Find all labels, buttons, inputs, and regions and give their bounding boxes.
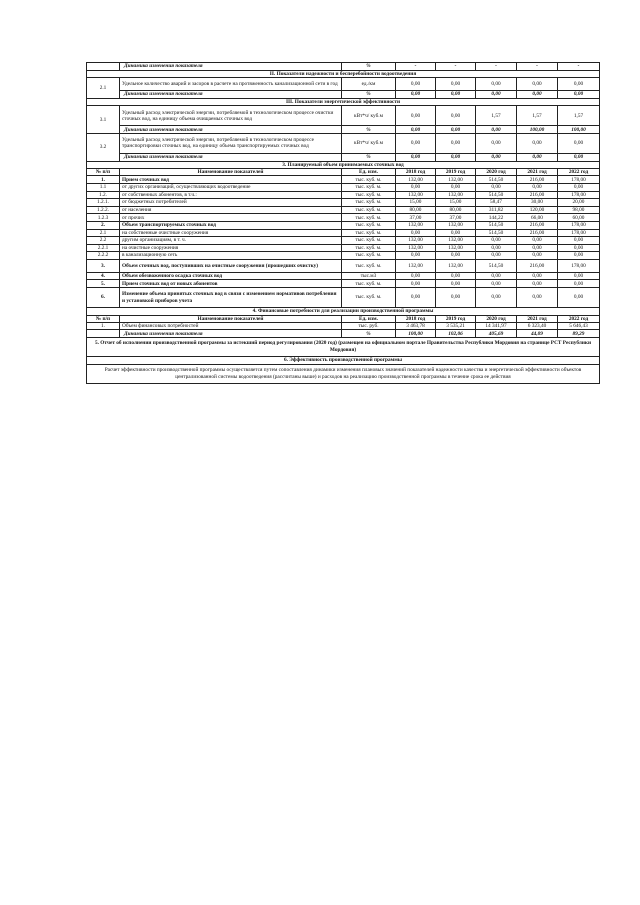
value-cell: 0,00 [558,280,600,288]
indicator-row [87,78,600,91]
value-cell: 0,00 [517,288,558,308]
section-title: III. Показатели энергетической эффективности [87,98,600,106]
row-number: 3.1 [87,106,120,134]
volume-row [87,191,600,199]
value-cell: 0,00 [396,183,436,191]
dynamics-label: Динамика изменения показателя [120,63,342,71]
value-cell: 0,00 [396,78,436,91]
value-cell: 514,50 [476,176,517,184]
value-cell: 98,00 [558,206,600,214]
value-cell: 0,00 [436,78,476,91]
value-cell: 0,00 [558,244,600,252]
value-cell: 0,00 [476,183,517,191]
value-cell: 0,00 [436,91,476,99]
unit-cell: тыс. куб. м. [342,206,396,214]
value-cell: 100,00 [517,126,558,134]
column-header: 2022 год [558,315,600,322]
column-header: Ед. изм. [342,315,396,322]
row-number: 3.2 [87,133,120,161]
value-cell: 514,50 [476,259,517,272]
value-cell: 37,00 [396,214,436,222]
column-header: № п/п [87,169,120,176]
value-cell: 20,00 [558,199,600,207]
value-cell: 405,69 [476,330,517,338]
indicator-name: Изменение объема принятых сточных вод в связи с изменением нормативов потребления и установкой приборов учета [120,288,342,308]
section-title: II. Показатели надежности и бесперебойности водоотведения [87,70,600,78]
value-cell: - [436,63,476,71]
value-cell: 0,00 [396,133,436,153]
unit-cell: тыс. куб. м. [342,280,396,288]
row-number: 1.2.3 [87,214,120,222]
value-cell: 216,00 [517,221,558,229]
value-cell: 132,00 [436,176,476,184]
dynamics-label: Динамика изменения показателя [120,330,342,338]
column-header: 2020 год [476,169,517,176]
indicator-name: от собственных абонентов, в т.ч.: [120,191,342,199]
indicator-name: Объем транспортируемых сточных вод [120,221,342,229]
value-cell: 0,00 [436,280,476,288]
value-cell: 178,00 [558,229,600,237]
volume-row [87,206,600,214]
value-cell: 0,00 [517,237,558,245]
value-cell: 58,47 [476,199,517,207]
value-cell: 5 646,43 [558,322,600,330]
value-cell: 0,00 [558,78,600,91]
value-cell: 0,00 [396,272,436,280]
dynamics-row [87,91,600,99]
section-6-text: Расчет эффективности производственной программы осуществляется путем сопоставления динамики изменения плановых значений показателей надежности качества и энергетической эффективности объектов централизованной системы водоотведения (рассчитаны выше) и расходов на реализацию производственной программы в течение срока ее действия [87,364,600,383]
value-cell: 132,00 [396,176,436,184]
dynamics-label: Динамика изменения показателя [120,91,342,99]
unit-cell: % [342,330,396,338]
row-number: 1.1 [87,183,120,191]
section-6-text-row [87,364,600,383]
value-cell: 514,50 [476,191,517,199]
volume-row [87,237,600,245]
value-cell: 80,00 [436,206,476,214]
value-cell: 132,00 [436,244,476,252]
unit-cell: тыс. куб. м. [342,259,396,272]
volume-row [87,214,600,222]
value-cell: 0,00 [396,126,436,134]
value-cell: 144,22 [476,214,517,222]
column-header: 2018 год [396,315,436,322]
value-cell: 132,00 [396,191,436,199]
finance-row [87,322,600,330]
value-cell: 0,00 [476,153,517,161]
value-cell: 0,00 [396,252,436,260]
column-header: 2018 год [396,169,436,176]
section-3-volume-title [87,161,600,169]
value-cell: 132,00 [436,259,476,272]
value-cell: 0,00 [476,78,517,91]
value-cell: 0,00 [436,252,476,260]
value-cell: - [476,63,517,71]
unit-cell: кВт*ч/ куб.м [342,106,396,126]
unit-cell: тыс. куб. м. [342,221,396,229]
value-cell: 0,00 [517,280,558,288]
dynamics-row [87,153,600,161]
unit-cell: тыс.м3 [342,272,396,280]
indicator-name: Удельный расход электрической энергии, потребляемой в технологическом процессе транспортировки сточных вод, на единицу объема транспортируемых сточных вод [120,133,342,153]
value-cell: 0,00 [436,229,476,237]
row-number [87,63,120,71]
column-header: Наименование показателей [120,315,342,322]
row-number: 3. [87,259,120,272]
value-cell: 66,00 [517,214,558,222]
table-body [87,63,600,384]
value-cell: 132,00 [396,259,436,272]
value-cell: 178,00 [558,259,600,272]
dynamics-label: Динамика изменения показателя [120,126,342,134]
value-cell: 0,00 [517,133,558,153]
value-cell: 0,00 [517,244,558,252]
value-cell: 216,00 [517,176,558,184]
volume-row [87,176,600,184]
value-cell: 0,00 [476,280,517,288]
value-cell: 132,00 [436,237,476,245]
unit-cell: тыс. руб. [342,322,396,330]
indicator-row [87,106,600,126]
column-header: 2021 год [517,315,558,322]
section-2-title [87,70,600,78]
volume-row [87,280,600,288]
row-number: 1. [87,322,120,330]
value-cell: 216,00 [517,191,558,199]
value-cell: 132,00 [396,244,436,252]
value-cell: 1,57 [476,106,517,126]
value-cell: 0,00 [396,91,436,99]
unit-cell: % [342,126,396,134]
value-cell: 1,57 [517,106,558,126]
value-cell: 14 341,97 [476,322,517,330]
volume-row [87,199,600,207]
value-cell: 132,00 [396,237,436,245]
value-cell: 178,00 [558,191,600,199]
dynamics-row [87,63,600,71]
volume-row [87,221,600,229]
column-header: Ед. изм. [342,169,396,176]
row-number: 1.2.2. [87,206,120,214]
value-cell: 1,57 [558,106,600,126]
row-number: 2.2.2 [87,252,120,260]
indicator-name: Прием сточных вод [120,176,342,184]
value-cell: 0,00 [476,288,517,308]
column-header: 2021 год [517,169,558,176]
value-cell: 0,00 [476,252,517,260]
unit-cell: % [342,63,396,71]
value-cell: 30,00 [517,199,558,207]
row-number: 1. [87,176,120,184]
value-cell: 0,00 [396,106,436,126]
row-number: 2.1 [87,78,120,99]
volume-row [87,288,600,308]
column-header: 2019 год [436,169,476,176]
value-cell: 216,00 [517,259,558,272]
volume-row [87,183,600,191]
section-5-row [87,338,600,357]
value-cell: 178,00 [558,221,600,229]
dynamics-label: Динамика изменения показателя [120,153,342,161]
value-cell: 0,00 [396,153,436,161]
value-cell: 89,29 [558,330,600,338]
value-cell: 60,00 [558,214,600,222]
value-cell: 0,00 [396,229,436,237]
dynamics-row [87,126,600,134]
row-number: 5. [87,280,120,288]
volume-row [87,252,600,260]
value-cell: 0,00 [558,272,600,280]
value-cell: 0,00 [436,272,476,280]
indicator-name: от других организаций, осуществляющих водоотведение [120,183,342,191]
unit-cell: ед./км [342,78,396,91]
unit-cell: тыс. куб. м. [342,183,396,191]
volume-row [87,244,600,252]
row-number: 2. [87,221,120,229]
value-cell: 0,00 [436,183,476,191]
value-cell: 0,00 [517,78,558,91]
section-title: 4. Финансовые потребности для реализации производственной программы [87,308,600,316]
indicator-name: от прочих [120,214,342,222]
value-cell: 132,00 [436,191,476,199]
row-number [87,330,120,338]
program-table [86,62,600,384]
value-cell: 6 323,40 [517,322,558,330]
unit-cell: % [342,153,396,161]
value-cell: 100,00 [558,126,600,134]
value-cell: 0,00 [476,244,517,252]
row-number: 2.2 [87,237,120,245]
value-cell: 0,00 [476,126,517,134]
value-cell: 0,00 [396,288,436,308]
unit-cell: тыс. куб. м. [342,252,396,260]
value-cell: 0,00 [476,237,517,245]
value-cell: 0,00 [476,133,517,153]
value-cell: 0,00 [436,106,476,126]
header-row [87,169,600,176]
value-cell: 15,00 [396,199,436,207]
value-cell: 514,50 [476,229,517,237]
row-number: 2.1 [87,229,120,237]
value-cell: 0,00 [558,252,600,260]
section-title: 6. Эффективность производственной программы [87,357,600,365]
indicator-row [87,133,600,153]
value-cell: 3 463,78 [396,322,436,330]
value-cell: 0,00 [517,91,558,99]
value-cell: 0,00 [517,153,558,161]
unit-cell: тыс. куб. м. [342,237,396,245]
value-cell: 0,00 [558,237,600,245]
indicator-name: в канализационную сеть [120,252,342,260]
indicator-name: Объем финансовых потребностей [120,322,342,330]
indicator-name: Объем сточных вод, поступивших на очистные сооружения (прошедших очистку) [120,259,342,272]
column-header: 2020 год [476,315,517,322]
value-cell: - [517,63,558,71]
indicator-name: Прием сточных вод от новых абонентов [120,280,342,288]
value-cell: 132,00 [396,221,436,229]
indicator-name: от населения [120,206,342,214]
row-number: 4. [87,272,120,280]
header-row [87,315,600,322]
value-cell: 0,00 [517,252,558,260]
volume-row [87,272,600,280]
value-cell: 3 535,21 [436,322,476,330]
row-number: 6. [87,288,120,308]
value-cell: 37,00 [436,214,476,222]
section-6-title [87,357,600,365]
column-header: 2022 год [558,169,600,176]
value-cell: 0,00 [558,288,600,308]
row-number: 1.2.1. [87,199,120,207]
document-page [86,62,599,384]
value-cell: 0,00 [476,91,517,99]
unit-cell: тыс. куб. м. [342,199,396,207]
value-cell: 0,00 [517,183,558,191]
unit-cell: тыс. куб. м. [342,214,396,222]
column-header: 2019 год [436,315,476,322]
value-cell: 0,00 [436,153,476,161]
value-cell: 102,06 [436,330,476,338]
indicator-name: от бюджетных потребителей [120,199,342,207]
indicator-name: Удельное количество аварий и засоров в расчете на протяженность канализационной сети в год [120,78,342,91]
indicator-name: Удельный расход электрической энергии, потребляемой в технологическом процессе очистки сточных вод, на единицу объема очищаемых сточных вод [120,106,342,126]
value-cell: 0,00 [396,280,436,288]
column-header: Наименование показателей [120,169,342,176]
value-cell: 216,00 [517,229,558,237]
row-number: 1.2. [87,191,120,199]
indicator-name: другим организациям, в т. ч. [120,237,342,245]
value-cell: 0,00 [558,183,600,191]
unit-cell: кВт*ч/ куб.м [342,133,396,153]
section-3-energy-title [87,98,600,106]
value-cell: 178,00 [558,176,600,184]
value-cell: 80,00 [396,206,436,214]
indicator-name: Объем обезвоженного осадка сточных вод [120,272,342,280]
section-title: 3. Планируемый объем принимаемых сточных вод [87,161,600,169]
unit-cell: тыс. куб. м. [342,229,396,237]
value-cell: 44,09 [517,330,558,338]
value-cell: 0,00 [476,272,517,280]
section-5-title: 5. Отчет об исполнении производственной программы за истекший период регулирования (2020 год) (размещен на официальном портале Правительства Республики Мордовия на странице РСТ Республики Мордовия) [87,338,600,357]
unit-cell: тыс. куб. м. [342,244,396,252]
volume-row [87,259,600,272]
value-cell: 0,00 [436,288,476,308]
row-number: 2.2.1 [87,244,120,252]
value-cell: 311,82 [476,206,517,214]
value-cell: 0,00 [558,133,600,153]
column-header: № п/п [87,315,120,322]
value-cell: 0,00 [436,126,476,134]
section-4-title [87,308,600,316]
value-cell: 100,00 [396,330,436,338]
volume-row [87,229,600,237]
unit-cell: тыс. куб. м. [342,176,396,184]
indicator-name: на очистные сооружения [120,244,342,252]
dynamics-row [87,330,600,338]
value-cell: - [396,63,436,71]
unit-cell: тыс. куб. м. [342,288,396,308]
value-cell: 0,00 [558,153,600,161]
indicator-name: на собственные очистные сооружения [120,229,342,237]
value-cell: 120,00 [517,206,558,214]
unit-cell: тыс. куб. м. [342,191,396,199]
value-cell: 15,00 [436,199,476,207]
value-cell: 132,00 [436,221,476,229]
value-cell: 0,00 [517,272,558,280]
value-cell: 0,00 [436,133,476,153]
value-cell: - [558,63,600,71]
value-cell: 514,50 [476,221,517,229]
value-cell: 0,00 [558,91,600,99]
unit-cell: % [342,91,396,99]
